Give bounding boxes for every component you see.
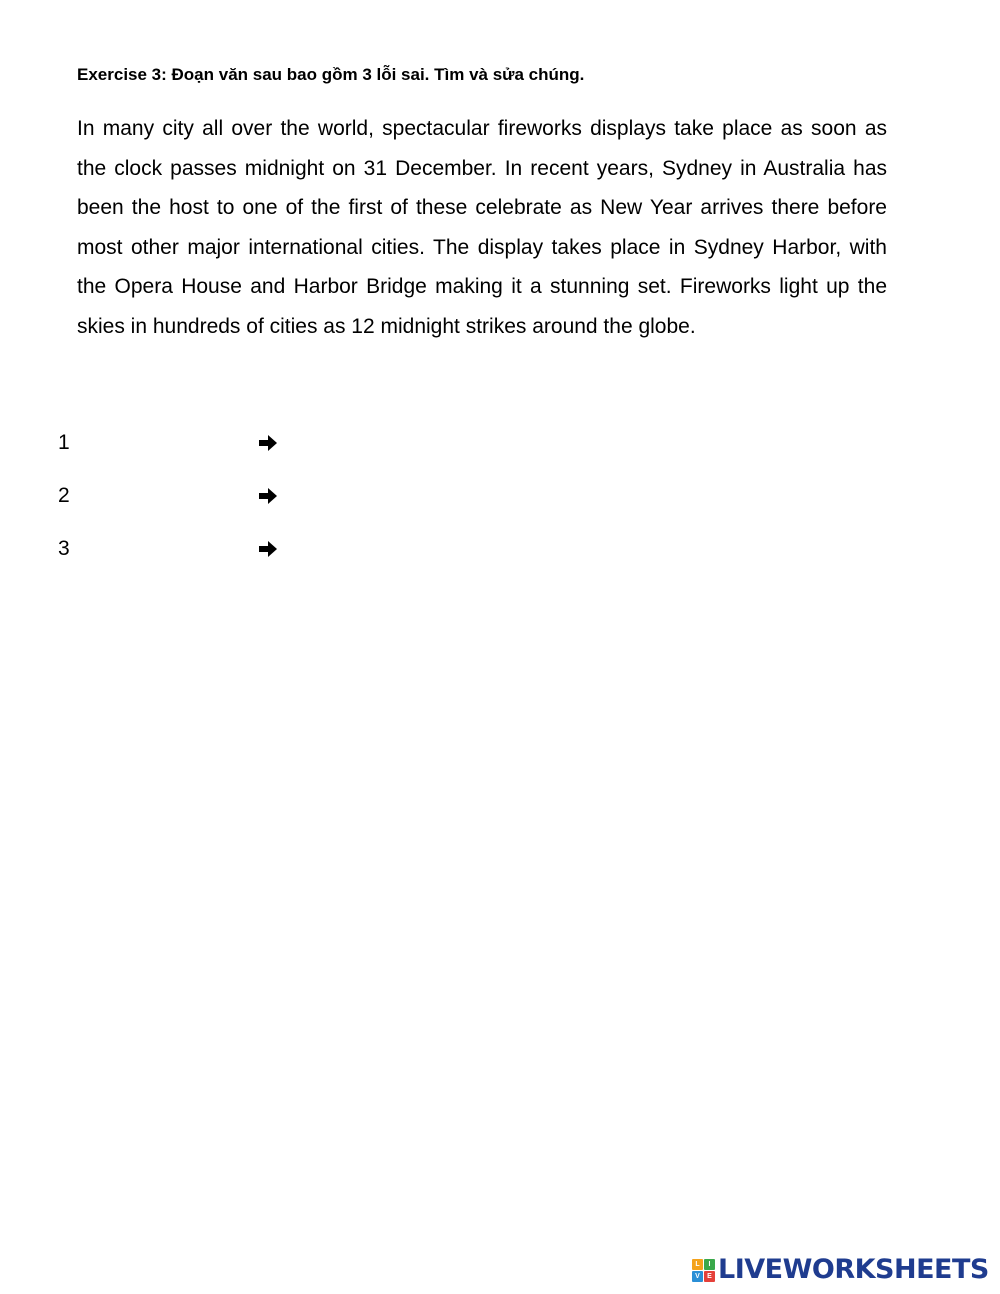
answer-row: [58, 481, 358, 534]
arrow-right-icon: [257, 538, 279, 560]
logo-letter: V: [692, 1271, 703, 1282]
logo-brand-text: LIVEWORKSHEETS: [718, 1254, 989, 1285]
logo-letter: L: [692, 1259, 703, 1270]
answer-row: [58, 428, 358, 481]
answer-row: [58, 534, 358, 587]
exercise-passage: In many city all over the world, spectacular fireworks displays take place as soon as the clock passes midnight on 31 December. In recent years, Sydney in Australia has been the host to one of the first of these celebrate as New Year arrives there before most other major international cities. The display takes place in Sydney Harbor, with the Opera House and Harbor Bridge making it a stunning set. Fireworks light up the skies in hundreds of cities as 12 midnight strikes around the globe.: [77, 117, 887, 338]
arrow-right-icon: [257, 432, 279, 454]
exercise-title: Exercise 3: Đoạn văn sau bao gồm 3 lỗi sai. Tìm và sửa chúng.: [77, 65, 585, 84]
arrow-right-icon: [257, 485, 279, 507]
answer-list: [58, 428, 358, 587]
liveworksheets-logo: [692, 1253, 989, 1287]
answer-number: 1: [58, 431, 70, 454]
answer-number: 2: [58, 484, 70, 507]
logo-mark: [692, 1259, 715, 1282]
logo-letter: I: [704, 1259, 715, 1270]
answer-number: 3: [58, 537, 70, 560]
logo-letter: E: [704, 1271, 715, 1282]
